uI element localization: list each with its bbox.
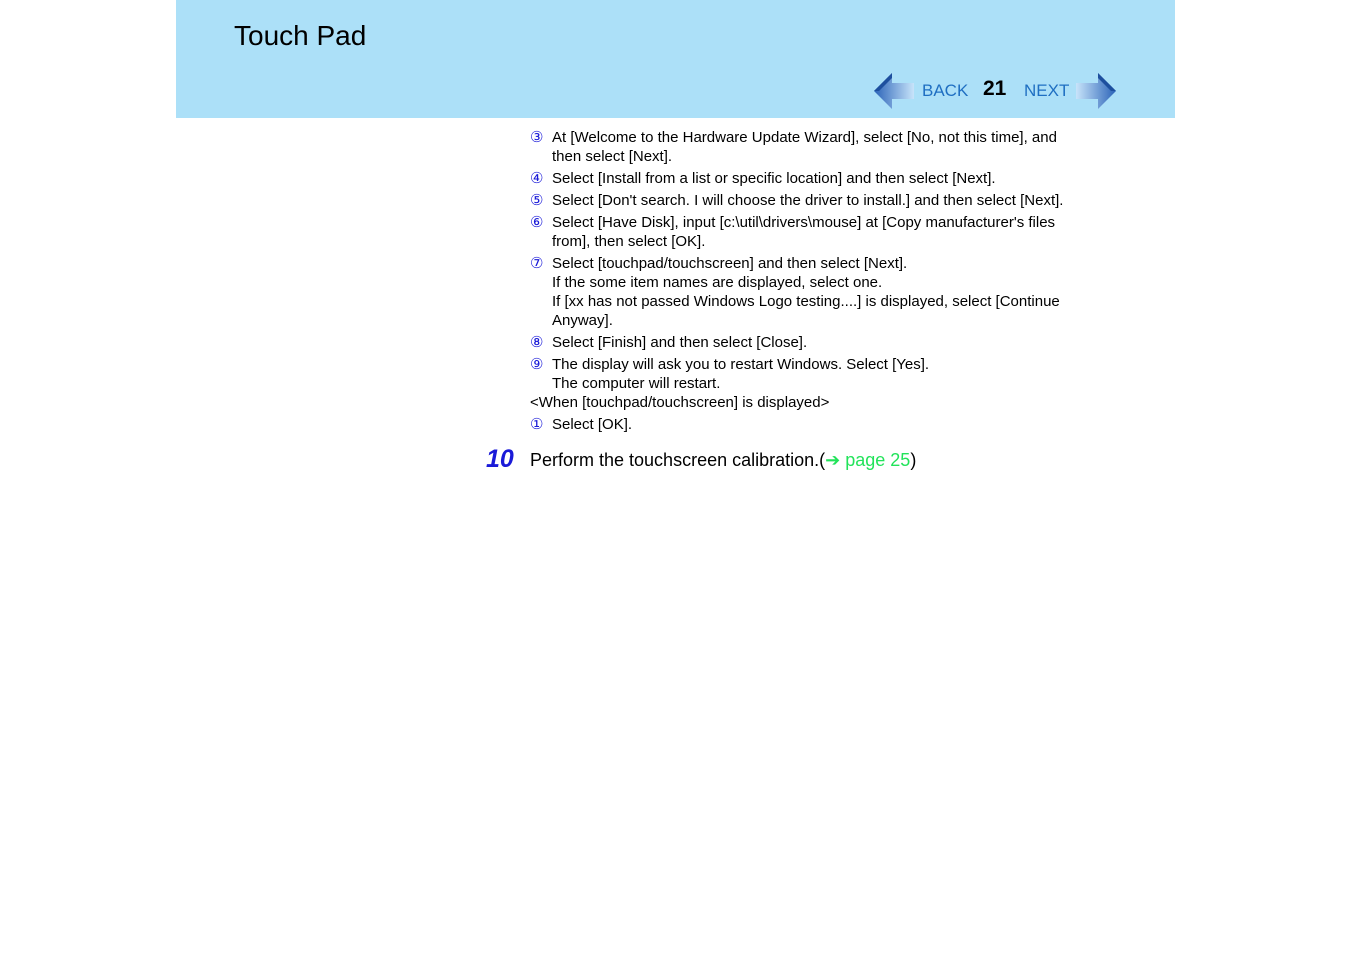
step-text: Select [OK].	[552, 416, 633, 433]
substep-8	[530, 333, 1120, 352]
step-text: At [Welcome to the Hardware Update Wizard], select [No, not this time], and	[552, 129, 1057, 146]
step-text: If the some item names are displayed, select one.	[552, 274, 883, 291]
substep-7	[530, 254, 1120, 330]
page-25-link[interactable]: page 25	[840, 450, 911, 470]
step-text: The computer will restart.	[552, 375, 721, 392]
substep-6	[530, 213, 1120, 251]
step-number: ③	[530, 129, 544, 146]
back-link[interactable]: BACK	[922, 81, 969, 100]
step-text: Select [Finish] and then select [Close].	[552, 334, 808, 351]
step-number: ⑨	[530, 356, 544, 373]
step-number: ⑦	[530, 255, 544, 272]
step-number: ①	[530, 416, 544, 433]
step-text: The display will ask you to restart Windows. Select [Yes].	[552, 356, 930, 373]
step-number: ⑤	[530, 192, 544, 209]
page-navigation	[874, 72, 1118, 110]
step-text: Select [Don't search. I will choose the driver to install.] and then select [Next].	[552, 192, 1064, 209]
step-text: Anyway].	[552, 312, 613, 329]
step-text: then select [Next].	[552, 148, 673, 165]
step-number-large: 10	[486, 445, 514, 473]
step-number: ⑥	[530, 214, 544, 231]
substep-5	[530, 191, 1120, 210]
page-title: Touch Pad	[234, 20, 367, 51]
step-text: Select [Install from a list or specific location] and then select [Next].	[552, 170, 996, 187]
step-text: If [xx has not passed Windows Logo testing....] is displayed, select [Continue	[552, 293, 1060, 310]
step-number: ⑧	[530, 334, 544, 351]
step-text: Select [touchpad/touchscreen] and then select [Next].	[552, 255, 908, 272]
step-10-text	[530, 449, 916, 471]
instruction-list	[530, 128, 1120, 437]
step-number: ④	[530, 170, 544, 187]
next-link[interactable]: NEXT	[1024, 81, 1070, 100]
page-number: 21	[983, 77, 1007, 100]
substep-3	[530, 128, 1120, 166]
next-arrow-icon[interactable]	[1076, 72, 1116, 110]
step-text: Select [Have Disk], input [c:\util\drivers\mouse] at [Copy manufacturer's files	[552, 214, 1056, 231]
arrow-right-icon: ➔	[825, 450, 841, 470]
substep-4	[530, 169, 1120, 188]
substep-9	[530, 355, 1120, 393]
when-note: <When [touchpad/touchscreen] is displayed>	[530, 394, 830, 411]
step-text: from], then select [OK].	[552, 233, 706, 250]
back-arrow-icon[interactable]	[874, 72, 914, 110]
step-10	[486, 444, 1126, 474]
closing-paren: )	[910, 450, 917, 470]
header-banner	[176, 0, 1175, 118]
substep-ok	[530, 415, 1120, 434]
step-10-instruction: Perform the touchscreen calibration.(	[530, 450, 826, 470]
